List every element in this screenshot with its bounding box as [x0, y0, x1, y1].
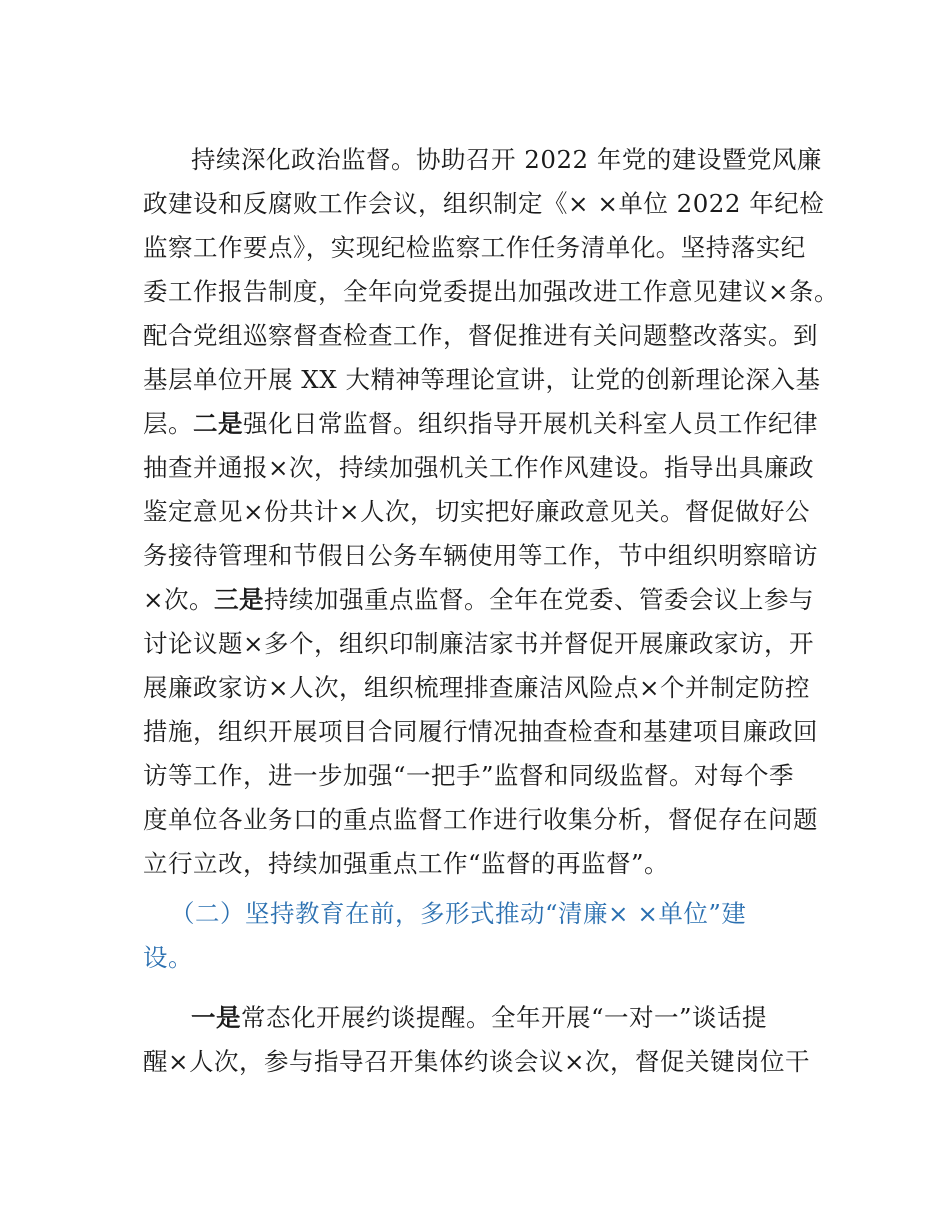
- text-line: [143, 402, 823, 446]
- text-line: 委工作报告制度，全年向党委提出加强改进工作意见建议×条。: [143, 277, 840, 306]
- text-line: 务接待管理和节假日公务车辆使用等工作，节中组织明察暗访: [143, 541, 818, 570]
- text-line: 抽查并通报×次，持续加强机关工作作风建设。指导出具廉政: [143, 453, 815, 482]
- text-segment: 强化日常监督。组织指导开展机关科室人员工作纪律: [243, 409, 818, 438]
- text-line: 基层单位开展 XX 大精神等理论宣讲，让党的创新理论深入基: [143, 365, 821, 394]
- text-line: 度单位各业务口的重点监督工作进行收集分析，督促存在问题: [143, 805, 818, 834]
- text-line: 立行立改，持续加强重点工作“监督的再监督”。: [143, 849, 670, 878]
- text-line: 访等工作，进一步加强“一把手”监督和同级监督。对每个季: [143, 761, 795, 790]
- section-heading-line: （二）坚持教育在前，多形式推动“清廉× ×单位”建: [170, 899, 747, 928]
- text-line: 鉴定意见×份共计×人次，切实把好廉政意见关。督促做好公: [143, 497, 811, 526]
- text-line: [143, 578, 823, 622]
- bold-term: 一是: [191, 1003, 241, 1032]
- text-segment: ×次。: [143, 585, 215, 614]
- text-line: 展廉政家访×人次，组织梳理排查廉洁风险点×个并制定防控: [143, 673, 811, 702]
- bold-term: 二是: [193, 409, 243, 438]
- text-line: 醒×人次，参与指导召开集体约谈会议×次，督促关键岗位干: [143, 1047, 811, 1076]
- text-line: 讨论议题×多个，组织印制廉洁家书并督促开展廉政家访，开: [143, 629, 815, 658]
- section-heading-line: 设。: [143, 943, 193, 972]
- text-segment: 常态化开展约谈提醒。全年开展“一对一”谈话提: [241, 1003, 768, 1032]
- text-line: 持续深化政治监督。协助召开 2022 年党的建设暨党风廉: [191, 145, 822, 174]
- text-line: [191, 996, 823, 1040]
- text-line: 监察工作要点》，实现纪检监察工作任务清单化。坚持落实纪: [143, 233, 806, 262]
- text-segment: 层。: [143, 409, 193, 438]
- bold-term: 三是: [214, 585, 265, 614]
- text-line: 配合党组巡察督查检查工作，督促推进有关问题整改落实。到: [143, 321, 818, 350]
- text-line: 政建设和反腐败工作会议，组织制定《× ×单位 2022 年纪检: [143, 189, 825, 218]
- text-line: 措施，组织开展项目合同履行情况抽查检查和基建项目廉政回: [143, 717, 818, 746]
- text-segment: 持续加强重点监督。全年在党委、管委会议上参与: [264, 585, 815, 614]
